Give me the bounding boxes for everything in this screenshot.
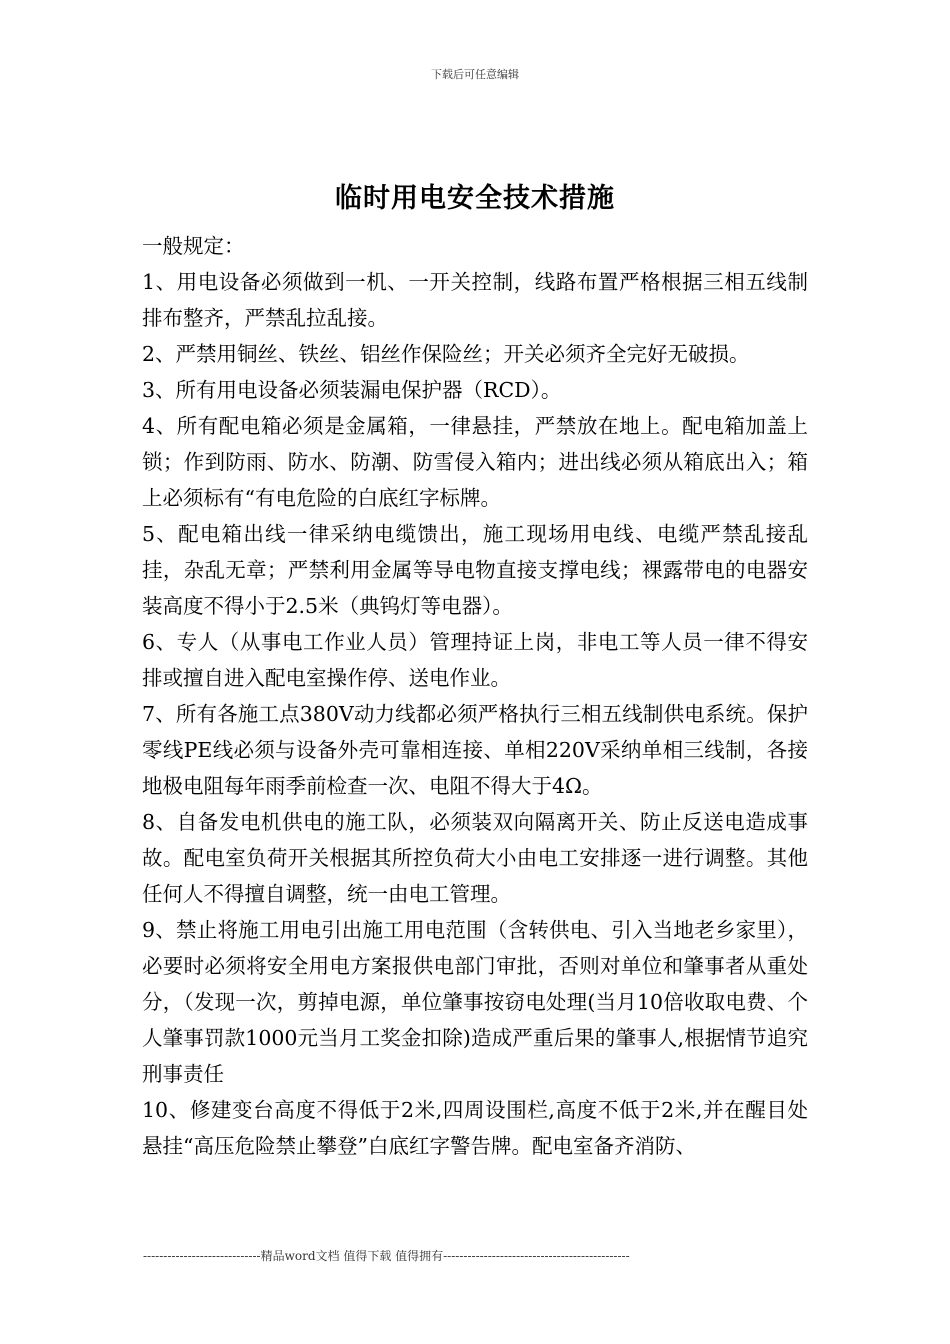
paragraph-item-2: 2、严禁用铜丝、铁丝、铝丝作保险丝；开关必须齐全完好无破损。 — [142, 342, 750, 366]
document-title: 临时用电安全技术措施 — [335, 183, 615, 214]
paragraph-item-8: 8、自备发电机供电的施工队，必须装双向隔离开关、防止反送电造成事故。配电室负荷开关根据其所控负荷大小由电工安排逐一进行调整。其他任何人不得擅自调整，统一由电工管理。 — [142, 810, 808, 906]
document-body — [142, 228, 808, 1164]
page-header: 下载后可任意编辑 — [431, 68, 519, 81]
paragraph-item-7: 7、所有各施工点380V动力线都必须严格执行三相五线制供电系统。保护零线PE线必须与设备外壳可靠相连接、单相220V采纳单相三线制，各接地极电阻每年雨季前检查一次、电阻不得大于4Ω。 — [142, 702, 808, 798]
paragraph-item-1: 1、用电设备必须做到一机、一开关控制，线路布置严格根据三相五线制排布整齐，严禁乱拉乱接。 — [142, 270, 808, 330]
paragraph-item-3: 3、所有用电设备必须装漏电保护器（RCD）。 — [142, 378, 562, 402]
paragraph-item-4: 4、所有配电箱必须是金属箱，一律悬挂，严禁放在地上。配电箱加盖上锁；作到防雨、防水、防潮、防雪侵入箱内；进出线必须从箱底出入；箱上必须标有“有电危险的白底红字标牌。 — [142, 414, 808, 510]
paragraph-item-10: 10、修建变台高度不得低于2米,四周设围栏,高度不低于2米,并在醒目处悬挂“高压危险禁止攀登”白底红字警告牌。配电室备齐消防、 — [142, 1098, 808, 1158]
page-footer: -----------------------------精品word文档 值得下载 值得拥有---------------------------------------------- — [143, 1249, 630, 1263]
paragraph-item-5: 5、配电箱出线一律采纳电缆馈出，施工现场用电线、电缆严禁乱接乱挂，杂乱无章；严禁利用金属等导电物直接支撑电线；裸露带电的电器安装高度不得小于2.5米（典钨灯等电器）。 — [142, 522, 808, 618]
paragraph-item-9: 9、禁止将施工用电引出施工用电范围（含转供电、引入当地老乡家里），必要时必须将安全用电方案报供电部门审批，否则对单位和肇事者从重处分，（发现一次，剪掉电源，单位肇事按窃电处理(当月10倍收取电费、个人肇事罚款1000元当月工奖金扣除)造成严重后果的肇事人,根据情节追究刑事责任 — [142, 918, 808, 1086]
paragraph-general-rules: 一般规定： — [142, 234, 245, 258]
paragraph-item-6: 6、专人（从事电工作业人员）管理持证上岗，非电工等人员一律不得安排或擅自进入配电室操作停、送电作业。 — [142, 630, 808, 690]
